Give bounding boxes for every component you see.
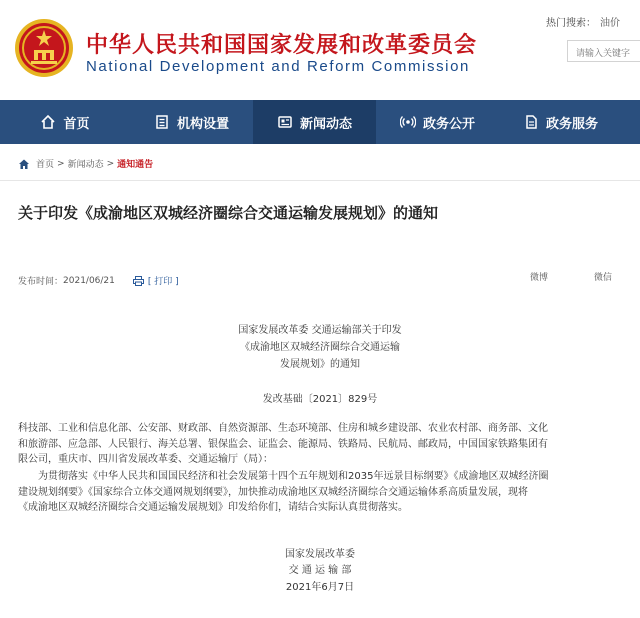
org-icon [154, 114, 170, 130]
signature-org-ndrc: 国家发展改革委 [285, 549, 355, 560]
nav-item-label: 机构设置 [176, 116, 229, 132]
print-label: [ 打印 ] [147, 277, 179, 287]
nav-item-news[interactable] [253, 100, 376, 144]
share-weibo-button[interactable]: 微博 [530, 273, 549, 283]
paragraph-line: 建设规划纲要》《国家综合立体交通网规划纲要》，加快推动成渝地区双城经济圈综合交通运输体系高质量发展，现将 [18, 486, 528, 498]
hot-search-label: 热门搜索： [546, 18, 596, 29]
paragraph-line: 《成渝地区双城经济圈综合交通运输发展规划》印发给你们，请结合实际认真贯彻落实。 [18, 502, 408, 513]
printer-icon [133, 276, 144, 286]
publish-date: 2021/06/21 [63, 275, 115, 286]
breadcrumb-news[interactable]: 新闻动态 [67, 160, 104, 170]
print-button[interactable] [133, 274, 179, 287]
signature-date: 2021年6月7日 [285, 582, 355, 593]
publish-label: 发布时间： [18, 277, 64, 287]
home-icon [40, 114, 56, 130]
document-icon [523, 114, 539, 130]
search-box[interactable] [567, 40, 640, 62]
national-emblem-icon[interactable] [14, 18, 74, 78]
breadcrumb-separator: > [57, 158, 65, 169]
paragraph-line: 为贯彻落实《中华人民共和国国民经济和社会发展第十四个五年规划和2035年远景目标纲要》《成渝地区双城经济圈 [18, 471, 549, 482]
site-title-en: National Development and Reform Commission [86, 58, 471, 75]
nav-item-public-affairs[interactable] [376, 100, 499, 144]
article-meta [18, 274, 179, 287]
nav-item-label: 新闻动态 [299, 116, 352, 132]
paragraph-line: 科技部、工业和信息化部、公安部、财政部、自然资源部、生态环境部、住房和城乡建设部、农业农村部、商务部、文化 [18, 423, 548, 434]
hot-search-word[interactable]: 油价 [600, 18, 620, 29]
breadcrumb-current[interactable]: 通知通告 [117, 160, 154, 170]
nav-item-services[interactable] [499, 100, 622, 144]
breadcrumb [18, 157, 153, 170]
divider [0, 180, 640, 181]
signature-org-mot: 交 通 运 输 部 [288, 565, 352, 576]
article-title: 关于印发《成渝地区双城经济圈综合交通运输发展规划》的通知 [18, 204, 439, 222]
paragraph-line: 限公司，重庆市、四川省发展改革委、交通运输厅（局）： [18, 454, 273, 465]
breadcrumb-home[interactable]: 首页 [36, 160, 55, 170]
nav-item-organization[interactable] [130, 100, 253, 144]
doc-heading-line: 《成渝地区双城经济圈综合交通运输 [240, 342, 400, 353]
news-icon [277, 114, 293, 130]
nav-item-label: 首页 [63, 116, 90, 132]
site-title-cn: 中华人民共和国国家发展和改革委员会 [86, 33, 478, 58]
search-input[interactable] [568, 44, 640, 64]
body-paragraph [18, 469, 634, 516]
doc-heading-line: 发展规划》的通知 [280, 359, 360, 370]
nav-item-home[interactable] [0, 100, 130, 144]
main-nav [0, 100, 640, 144]
nav-item-label: 政务公开 [422, 116, 475, 132]
nav-item-label: 政务服务 [545, 116, 598, 132]
paragraph-line: 和旅游部、应急部、人民银行、海关总署、银保监会、证监会、能源局、铁路局、民航局、邮政局，中国国家铁路集团有 [18, 438, 548, 450]
hot-search [546, 14, 620, 29]
doc-heading-line: 国家发展改革委 交通运输部关于印发 [238, 325, 402, 336]
site-header [0, 0, 640, 100]
broadcast-icon [400, 114, 416, 130]
document-number: 发改基础〔2021〕829号 [262, 394, 378, 405]
recipients-paragraph [18, 421, 634, 468]
breadcrumb-separator: > [106, 158, 115, 169]
breadcrumb-home-icon [18, 158, 30, 170]
share-weixin-button[interactable]: 微信 [594, 273, 613, 283]
